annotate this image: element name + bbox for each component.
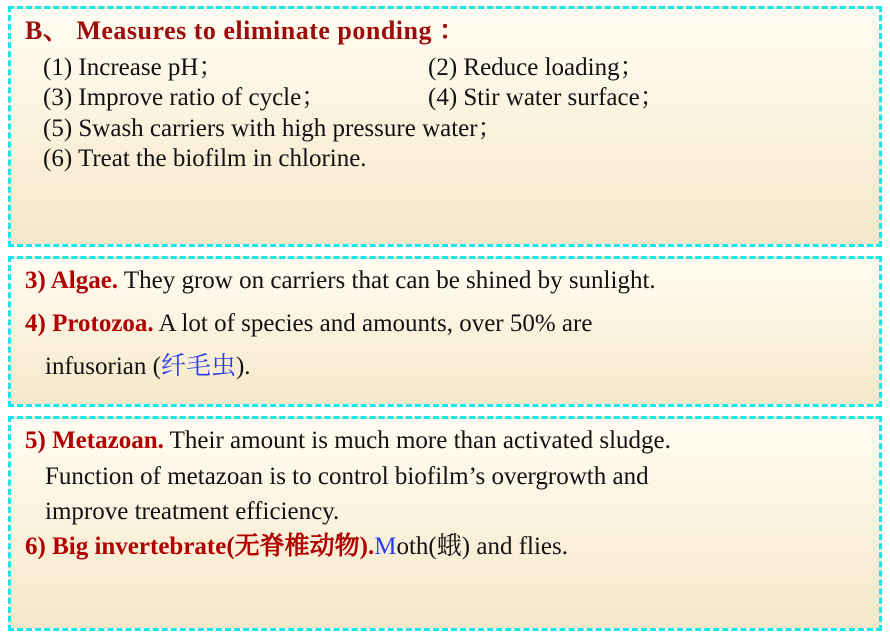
metazoan-text: Their amount is much more than activated sludge. <box>163 427 671 455</box>
metazoan-line <box>25 425 867 456</box>
measure-item-6: (6) Treat the biofilm in chlorine. <box>43 145 367 173</box>
measure-item-2: (2) Reduce loading； <box>428 53 645 81</box>
panel-algae-protozoa <box>8 256 882 408</box>
algae-label: 3) Algae. <box>25 266 119 294</box>
algae-line <box>25 265 867 296</box>
measures-row-1 <box>25 53 867 84</box>
measure-item-4: (4) Stir water surface； <box>428 84 665 112</box>
protozoa-chinese-term: 纤毛虫 <box>160 353 236 381</box>
algae-text: They grow on carriers that can be shined by sunlight. <box>118 266 656 294</box>
metazoan-label: 5) Metazoan. <box>25 427 164 455</box>
invertebrate-label-pre: 6) Big invertebrate( <box>25 533 235 561</box>
protozoa-cont-post: ). <box>235 353 251 381</box>
protozoa-cont-pre: infusorian ( <box>45 353 161 381</box>
moth-text: oth( <box>396 533 437 561</box>
panel-measures <box>8 6 882 247</box>
moth-initial: M <box>374 533 397 561</box>
protozoa-line <box>25 308 867 339</box>
measures-row-2 <box>25 83 867 114</box>
measure-item-1: (1) Increase pH； <box>43 53 224 81</box>
invertebrate-label-post: ). <box>359 533 375 561</box>
protozoa-label: 4) Protozoa. <box>25 309 154 337</box>
protozoa-text: A lot of species and amounts, over 50% are <box>153 309 593 337</box>
invertebrate-line <box>25 531 867 562</box>
measure-item-5: (5) Swash carriers with high pressure water； <box>43 114 503 142</box>
panel-metazoan-invertebrate <box>8 416 882 631</box>
metazoan-line-2: Function of metazoan is to control biofilm’s overgrowth and <box>45 462 649 490</box>
measure-item-3: (3) Improve ratio of cycle； <box>43 84 327 112</box>
moth-text-2: ) and flies. <box>461 533 568 561</box>
metazoan-line-3: improve treatment efficiency. <box>45 497 340 525</box>
protozoa-line-2 <box>25 351 867 382</box>
invertebrate-chinese-term: 无脊椎动物 <box>234 533 360 561</box>
panel-measures-heading: B、 Measures to eliminate ponding ： <box>25 16 466 45</box>
moth-chinese-term: 蛾 <box>436 533 462 561</box>
